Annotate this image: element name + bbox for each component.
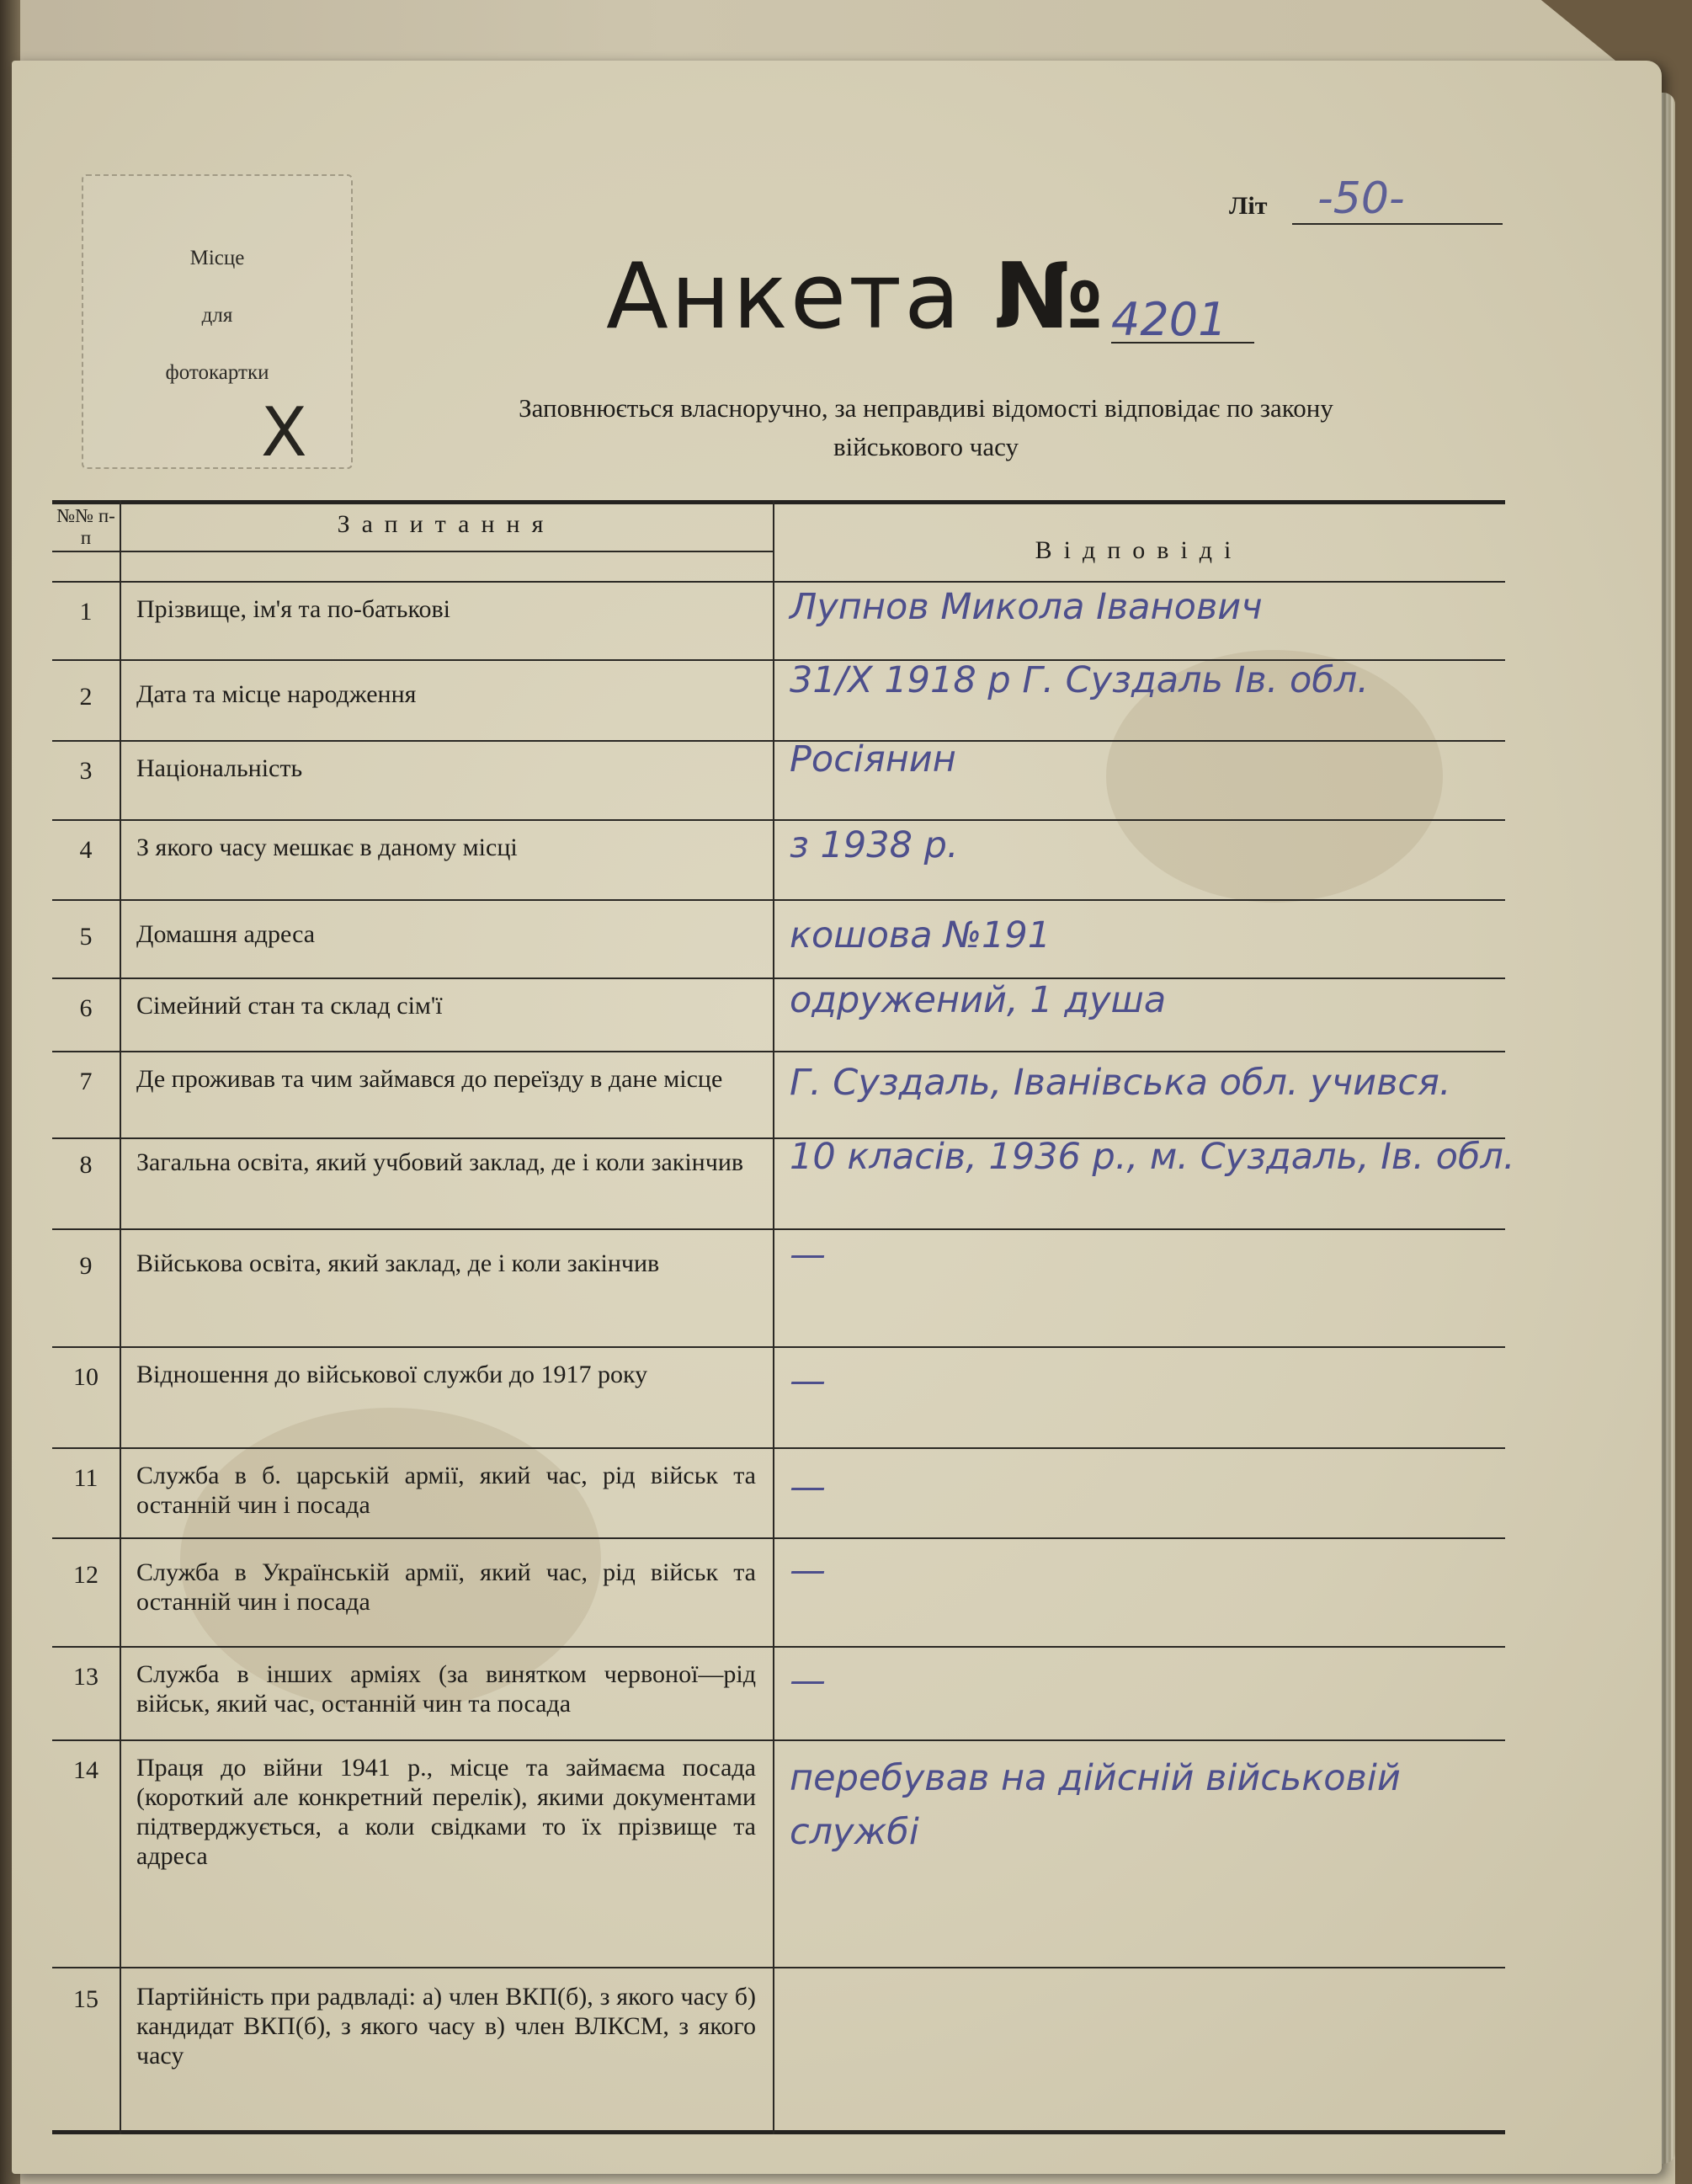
- header-question: Запитання: [337, 510, 556, 538]
- row-question: Дата та місце народження: [136, 680, 417, 708]
- photo-label-line2: для: [201, 304, 233, 327]
- row-answer: перебував на дійсній військовій службі: [790, 1757, 1401, 1853]
- table-row: [52, 659, 1505, 740]
- row-divider: [52, 1739, 1505, 1741]
- header-answer: Відповіді: [1035, 536, 1243, 564]
- photo-label-line3: фотокартки: [165, 361, 269, 384]
- row-number: 13: [73, 1663, 98, 1691]
- lit-value: -50-: [1317, 173, 1405, 224]
- form-number-underline: [1111, 342, 1254, 344]
- row-answer: —: [790, 1659, 826, 1702]
- row-number: 7: [79, 1068, 93, 1095]
- table-row: [52, 1346, 1505, 1447]
- row-number: 10: [73, 1363, 98, 1391]
- table-row: [52, 581, 1505, 659]
- row-number: 11: [73, 1464, 98, 1492]
- row-question: Партійність при радвладі: а) член ВКП(б), з якого часу б) кандидат ВКП(б), з якого часу в) член ВЛКСМ, з якого часу: [136, 1983, 756, 2069]
- row-question: Загальна освіта, який учбовий заклад, де і коли закінчив: [136, 1148, 744, 1176]
- form-number: 4201: [1111, 293, 1227, 346]
- row-divider: [52, 1537, 1505, 1539]
- row-answer: кошова №191: [790, 914, 1051, 956]
- row-divider: [52, 740, 1505, 742]
- row-answer: 31/Х 1918 р Г. Суздаль Ів. обл.: [790, 659, 1369, 701]
- instructions-line1: Заповнюється власноручно, за неправдиві відомості відповідає по закону: [519, 393, 1333, 423]
- header-question-rule: [52, 551, 773, 552]
- row-divider: [52, 1228, 1505, 1230]
- row-answer: Г. Суздаль, Іванівська обл. учився.: [790, 1062, 1451, 1104]
- table-row: [52, 1051, 1505, 1137]
- row-answer: —: [790, 1233, 826, 1276]
- table-row: [52, 1646, 1505, 1739]
- instructions-line2: військового часу: [833, 432, 1019, 461]
- photo-label-line1: Місце: [189, 247, 245, 269]
- row-number: 14: [73, 1756, 98, 1784]
- row-divider: [52, 1137, 1505, 1139]
- lit-label: Літ: [1229, 192, 1268, 220]
- row-number: 8: [79, 1151, 93, 1179]
- row-number: 12: [73, 1561, 98, 1589]
- questionnaire-table: [52, 500, 1515, 2134]
- title-text: Анкета: [606, 244, 963, 349]
- row-number: 4: [79, 836, 93, 864]
- table-row: [52, 1537, 1505, 1646]
- row-divider: [52, 1967, 1505, 1968]
- row-number: 2: [79, 683, 93, 711]
- table-row: [52, 740, 1505, 819]
- row-answer: Росіянин: [790, 738, 956, 780]
- row-answer: —: [790, 1549, 826, 1591]
- row-question: Служба в інших арміях (за винятком червоної—рід військ, який час, останній чин та посада: [136, 1660, 756, 1718]
- row-question: Військова освіта, який заклад, де і коли закінчив: [136, 1249, 660, 1277]
- row-answer: —: [790, 1360, 826, 1402]
- row-divider: [52, 1447, 1505, 1449]
- row-divider: [52, 899, 1505, 901]
- row-question: Праця до війни 1941 р., місце та займаєма посада (короткий але конкретний перелік), якими документами підтверджується, а коли свідками то їх прізвище та адреса: [136, 1754, 756, 1870]
- table-row: [52, 899, 1505, 977]
- photo-x-mark: X: [261, 393, 307, 471]
- row-number: 6: [79, 994, 93, 1022]
- table-row: [52, 1447, 1505, 1537]
- number-sign: №: [993, 244, 1106, 349]
- table-row: [52, 819, 1505, 899]
- row-divider: [52, 1346, 1505, 1348]
- row-question: Сімейний стан та склад сім'ї: [136, 992, 443, 1020]
- table-row: [52, 1228, 1505, 1346]
- row-question: Домашня адреса: [136, 920, 316, 948]
- row-divider: [52, 659, 1505, 661]
- table-row: [52, 1739, 1505, 1967]
- row-number: 3: [79, 757, 93, 785]
- row-answer: Лупнов Микола Іванович: [790, 586, 1263, 628]
- header-bottom-rule: [52, 581, 1505, 583]
- row-question: Служба в Українській армії, який час, рід військ та останній чин і посада: [136, 1558, 756, 1616]
- row-answer: одружений, 1 душа: [790, 979, 1167, 1021]
- row-number: 1: [79, 598, 93, 626]
- row-question: Служба в б. царській армії, який час, рід військ та останній чин і посада: [136, 1462, 756, 1519]
- table-row: [52, 1967, 1505, 2130]
- row-number: 5: [79, 923, 93, 951]
- table-row: [52, 1136, 1515, 1228]
- row-divider: [52, 1051, 1505, 1052]
- row-answer: з 1938 р.: [790, 824, 959, 866]
- row-answer: —: [790, 1466, 826, 1508]
- row-divider: [52, 819, 1505, 821]
- row-question: Прізвище, ім'я та по-батькові: [136, 595, 450, 623]
- form-title: [606, 244, 1106, 349]
- photo-placeholder: [82, 174, 353, 469]
- form-instructions: [379, 389, 1473, 466]
- row-number: 9: [79, 1252, 93, 1280]
- row-answer: 10 класів, 1936 р., м. Суздаль, Ів. обл.: [790, 1136, 1515, 1178]
- row-question: Національність: [136, 754, 303, 782]
- row-divider: [52, 1646, 1505, 1648]
- row-number: 15: [73, 1985, 98, 2013]
- row-divider: [52, 977, 1505, 979]
- row-question: З якого часу мешкає в даному місці: [136, 834, 518, 861]
- header-number: №№ п-п: [56, 505, 115, 548]
- table-bottom-rule: [52, 2130, 1505, 2134]
- table-row: [52, 977, 1505, 1051]
- row-question: Де проживав та чим займався до переїзду в дане місце: [136, 1065, 723, 1093]
- row-question: Відношення до військової служби до 1917 року: [136, 1361, 648, 1388]
